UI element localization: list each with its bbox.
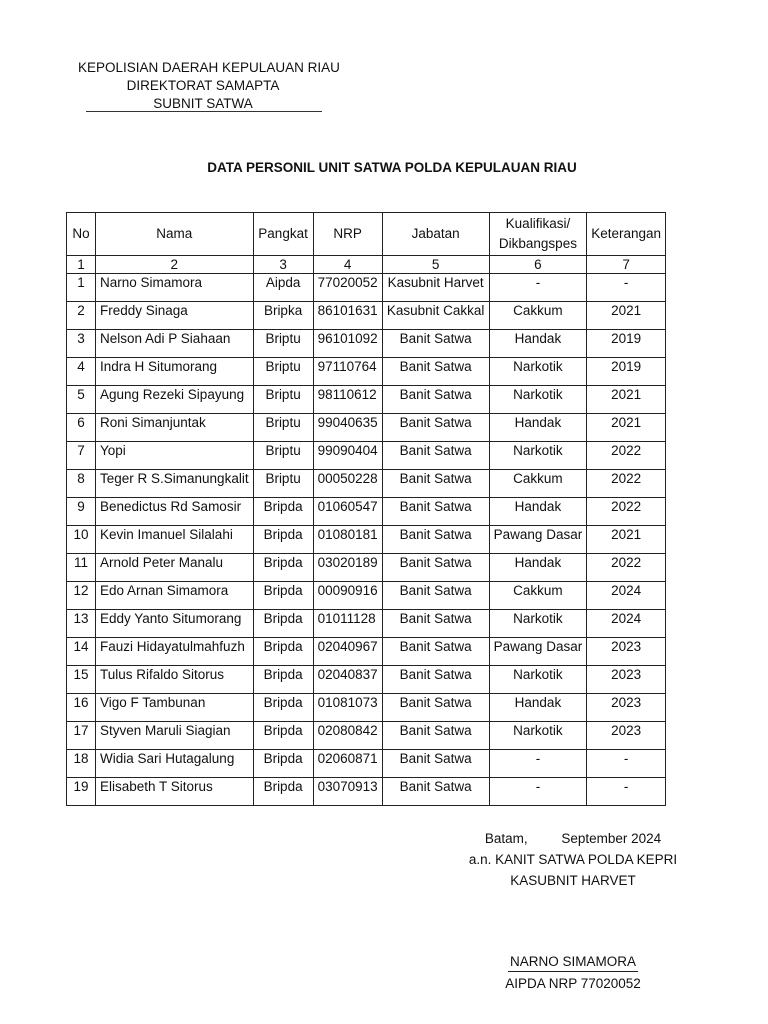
cell-jabatan: Banit Satwa (382, 722, 489, 750)
cell-pangkat: Bripda (253, 582, 313, 610)
cell-nrp: 96101092 (313, 330, 382, 358)
column-number: 5 (382, 256, 489, 274)
cell-nrp: 03020189 (313, 554, 382, 582)
table-row (67, 554, 666, 582)
cell-pangkat: Briptu (253, 386, 313, 414)
table-row (67, 442, 666, 470)
cell-kualifikasi: Narkotik (489, 610, 587, 638)
cell-keterangan: 2023 (587, 666, 666, 694)
header-keterangan: Keterangan (587, 213, 666, 256)
cell-jabatan: Banit Satwa (382, 554, 489, 582)
cell-pangkat: Briptu (253, 330, 313, 358)
signature-on-behalf: a.n. KANIT SATWA POLDA KEPRI (468, 852, 678, 867)
letterhead-underline (86, 111, 322, 112)
cell-keterangan: 2023 (587, 638, 666, 666)
cell-keterangan: 2023 (587, 694, 666, 722)
cell-kualifikasi: Handak (489, 414, 587, 442)
cell-jabatan: Banit Satwa (382, 498, 489, 526)
cell-keterangan: - (587, 274, 666, 302)
cell-pangkat: Bripda (253, 554, 313, 582)
table-row (67, 414, 666, 442)
signature-date: September 2024 (561, 831, 662, 846)
table-row (67, 386, 666, 414)
cell-nama: Styven Maruli Siagian (96, 722, 254, 750)
cell-jabatan: Kasubnit Harvet (382, 274, 489, 302)
cell-pangkat: Aipda (253, 274, 313, 302)
cell-nama: Narno Simamora (96, 274, 254, 302)
cell-nrp: 86101631 (313, 302, 382, 330)
cell-no: 13 (67, 610, 96, 638)
cell-no: 11 (67, 554, 96, 582)
cell-jabatan: Banit Satwa (382, 582, 489, 610)
column-number: 2 (96, 256, 254, 274)
cell-kualifikasi: Narkotik (489, 722, 587, 750)
cell-no: 12 (67, 582, 96, 610)
cell-no: 6 (67, 414, 96, 442)
cell-nrp: 00090916 (313, 582, 382, 610)
cell-jabatan: Kasubnit Cakkal (382, 302, 489, 330)
cell-keterangan: 2021 (587, 414, 666, 442)
cell-keterangan: 2022 (587, 498, 666, 526)
cell-nrp: 02040837 (313, 666, 382, 694)
table-row (67, 358, 666, 386)
cell-pangkat: Bripda (253, 638, 313, 666)
cell-kualifikasi: Handak (489, 554, 587, 582)
cell-pangkat: Bripda (253, 750, 313, 778)
cell-nama: Tulus Rifaldo Sitorus (96, 666, 254, 694)
cell-nama: Agung Rezeki Sipayung (96, 386, 254, 414)
cell-nama: Yopi (96, 442, 254, 470)
column-number: 7 (587, 256, 666, 274)
cell-keterangan: 2019 (587, 358, 666, 386)
cell-kualifikasi: - (489, 778, 587, 806)
cell-nrp: 00050228 (313, 470, 382, 498)
cell-no: 4 (67, 358, 96, 386)
header-kualifikasi (489, 213, 587, 256)
cell-kualifikasi: - (489, 750, 587, 778)
cell-no: 3 (67, 330, 96, 358)
cell-jabatan: Banit Satwa (382, 526, 489, 554)
cell-pangkat: Briptu (253, 358, 313, 386)
cell-jabatan: Banit Satwa (382, 610, 489, 638)
table-row (67, 750, 666, 778)
cell-nama: Kevin Imanuel Silalahi (96, 526, 254, 554)
table-row (67, 638, 666, 666)
cell-nama: Freddy Sinaga (96, 302, 254, 330)
cell-jabatan: Banit Satwa (382, 750, 489, 778)
cell-jabatan: Banit Satwa (382, 386, 489, 414)
cell-kualifikasi: Handak (489, 498, 587, 526)
cell-nama: Elisabeth T Sitorus (96, 778, 254, 806)
signer-rank-nrp: AIPDA NRP 77020052 (505, 976, 641, 991)
cell-keterangan: 2024 (587, 610, 666, 638)
column-number: 3 (253, 256, 313, 274)
cell-kualifikasi: Narkotik (489, 666, 587, 694)
table-row (67, 470, 666, 498)
cell-nrp: 99040635 (313, 414, 382, 442)
cell-nama: Benedictus Rd Samosir (96, 498, 254, 526)
cell-no: 7 (67, 442, 96, 470)
cell-keterangan: 2022 (587, 470, 666, 498)
table-row (67, 722, 666, 750)
cell-keterangan: 2022 (587, 554, 666, 582)
letterhead-unit: SUBNIT SATWA (153, 96, 253, 111)
cell-keterangan: 2021 (587, 526, 666, 554)
table-header-row (67, 213, 666, 256)
cell-keterangan: - (587, 778, 666, 806)
document-title: DATA PERSONIL UNIT SATWA POLDA KEPULAUAN RIAU (207, 160, 577, 175)
cell-kualifikasi: Narkotik (489, 442, 587, 470)
cell-kualifikasi: Handak (489, 694, 587, 722)
cell-no: 17 (67, 722, 96, 750)
cell-kualifikasi: Pawang Dasar (489, 526, 587, 554)
cell-nama: Arnold Peter Manalu (96, 554, 254, 582)
cell-keterangan: 2021 (587, 302, 666, 330)
cell-kualifikasi: Cakkum (489, 582, 587, 610)
cell-keterangan: 2024 (587, 582, 666, 610)
cell-nrp: 01080181 (313, 526, 382, 554)
cell-nama: Nelson Adi P Siahaan (96, 330, 254, 358)
cell-no: 19 (67, 778, 96, 806)
cell-keterangan: 2023 (587, 722, 666, 750)
signer (460, 952, 686, 993)
cell-pangkat: Briptu (253, 442, 313, 470)
cell-no: 1 (67, 274, 96, 302)
header-nrp: NRP (313, 213, 382, 256)
cell-jabatan: Banit Satwa (382, 330, 489, 358)
cell-nrp: 98110612 (313, 386, 382, 414)
column-number: 4 (313, 256, 382, 274)
cell-jabatan: Banit Satwa (382, 442, 489, 470)
cell-nama: Widia Sari Hutagalung (96, 750, 254, 778)
cell-kualifikasi: - (489, 274, 587, 302)
table-row (67, 498, 666, 526)
column-number: 6 (489, 256, 587, 274)
header-no: No (67, 213, 96, 256)
cell-nama: Roni Simanjuntak (96, 414, 254, 442)
cell-nrp: 01011128 (313, 610, 382, 638)
cell-jabatan: Banit Satwa (382, 638, 489, 666)
cell-pangkat: Bripda (253, 722, 313, 750)
cell-nama: Fauzi Hidayatulmahfuzh (96, 638, 254, 666)
cell-kualifikasi: Cakkum (489, 302, 587, 330)
signature-position: KASUBNIT HARVET (510, 873, 636, 888)
cell-nrp: 99090404 (313, 442, 382, 470)
place-date-line (460, 828, 686, 849)
column-number: 1 (67, 256, 96, 274)
cell-no: 15 (67, 666, 96, 694)
cell-pangkat: Bripka (253, 302, 313, 330)
cell-jabatan: Banit Satwa (382, 694, 489, 722)
cell-nrp: 02040967 (313, 638, 382, 666)
header-nama: Nama (96, 213, 254, 256)
cell-pangkat: Briptu (253, 470, 313, 498)
cell-kualifikasi: Handak (489, 330, 587, 358)
cell-nrp: 01081073 (313, 694, 382, 722)
cell-nrp: 02060871 (313, 750, 382, 778)
cell-nama: Teger R S.Simanungkalit (96, 470, 254, 498)
table-row (67, 302, 666, 330)
cell-no: 8 (67, 470, 96, 498)
cell-pangkat: Bripda (253, 666, 313, 694)
cell-keterangan: 2019 (587, 330, 666, 358)
cell-nrp: 02080842 (313, 722, 382, 750)
cell-nama: Vigo F Tambunan (96, 694, 254, 722)
cell-pangkat: Bripda (253, 778, 313, 806)
table-row (67, 582, 666, 610)
signer-name: NARNO SIMAMORA (508, 952, 638, 972)
column-number-row (67, 256, 666, 274)
cell-nrp: 01060547 (313, 498, 382, 526)
letterhead-directorate: DIREKTORAT SAMAPTA (126, 78, 280, 93)
cell-pangkat: Briptu (253, 414, 313, 442)
cell-kualifikasi: Pawang Dasar (489, 638, 587, 666)
cell-kualifikasi: Cakkum (489, 470, 587, 498)
personnel-table (66, 212, 666, 806)
header-kualifikasi-line1: Kualifikasi/ (505, 216, 571, 231)
cell-kualifikasi: Narkotik (489, 358, 587, 386)
signature-block (460, 828, 686, 891)
cell-nrp: 77020052 (313, 274, 382, 302)
signature-place: Batam, (484, 831, 528, 846)
cell-pangkat: Bripda (253, 694, 313, 722)
cell-jabatan: Banit Satwa (382, 414, 489, 442)
cell-pangkat: Bripda (253, 610, 313, 638)
letterhead-institution: KEPOLISIAN DAERAH KEPULAUAN RIAU (78, 60, 340, 75)
cell-nama: Indra H Situmorang (96, 358, 254, 386)
cell-pangkat: Bripda (253, 526, 313, 554)
cell-nama: Edo Arnan Simamora (96, 582, 254, 610)
cell-nama: Eddy Yanto Situmorang (96, 610, 254, 638)
header-kualifikasi-line2: Dikbangspes (498, 236, 577, 251)
cell-jabatan: Banit Satwa (382, 666, 489, 694)
cell-nrp: 97110764 (313, 358, 382, 386)
cell-nrp: 03070913 (313, 778, 382, 806)
letterhead (78, 59, 340, 113)
table-row (67, 694, 666, 722)
cell-no: 14 (67, 638, 96, 666)
table-row (67, 666, 666, 694)
cell-no: 9 (67, 498, 96, 526)
cell-no: 5 (67, 386, 96, 414)
cell-no: 18 (67, 750, 96, 778)
table-row (67, 610, 666, 638)
header-jabatan: Jabatan (382, 213, 489, 256)
cell-no: 16 (67, 694, 96, 722)
table-row (67, 778, 666, 806)
cell-pangkat: Bripda (253, 498, 313, 526)
cell-keterangan: - (587, 750, 666, 778)
header-pangkat: Pangkat (253, 213, 313, 256)
table-row (67, 330, 666, 358)
cell-jabatan: Banit Satwa (382, 358, 489, 386)
cell-jabatan: Banit Satwa (382, 778, 489, 806)
table-row (67, 274, 666, 302)
cell-keterangan: 2022 (587, 442, 666, 470)
cell-kualifikasi: Narkotik (489, 386, 587, 414)
table-body (67, 256, 666, 806)
cell-keterangan: 2021 (587, 386, 666, 414)
table-row (67, 526, 666, 554)
cell-no: 10 (67, 526, 96, 554)
cell-jabatan: Banit Satwa (382, 470, 489, 498)
cell-no: 2 (67, 302, 96, 330)
